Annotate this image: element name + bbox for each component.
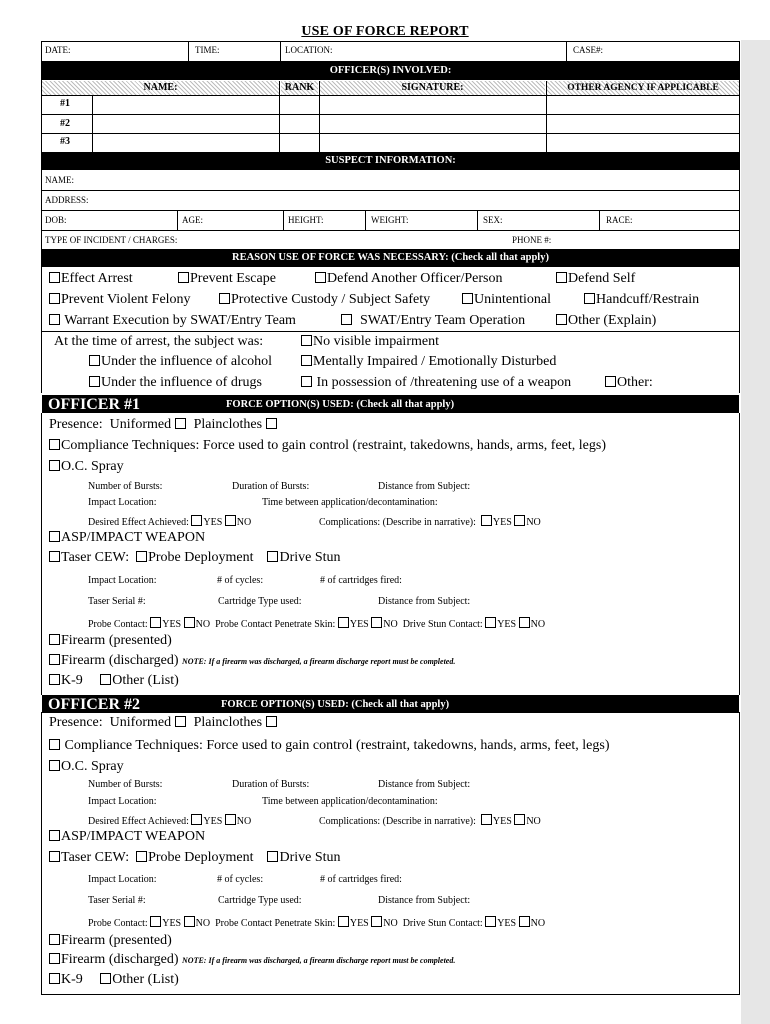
checkbox-icon bbox=[49, 460, 60, 471]
location-field-label[interactable]: LOCATION: bbox=[285, 45, 333, 55]
chk-no-impairment[interactable]: No visible impairment bbox=[301, 335, 439, 349]
checkbox-icon[interactable] bbox=[267, 851, 278, 862]
checkbox-icon bbox=[341, 314, 352, 325]
chk-defend-self[interactable]: Defend Self bbox=[556, 272, 635, 286]
chk-mental[interactable]: Mentally Impaired / Emotionally Disturbed bbox=[301, 355, 556, 369]
checkbox-icon bbox=[49, 739, 60, 750]
form-right-border bbox=[739, 41, 740, 393]
form-left-border-officer1 bbox=[41, 413, 42, 695]
checkbox-icon bbox=[301, 335, 312, 346]
checkbox-icon bbox=[89, 376, 100, 387]
checkbox-icon[interactable] bbox=[481, 814, 492, 825]
col-rule bbox=[365, 210, 366, 230]
checkbox-icon bbox=[301, 355, 312, 366]
officer1-impact2-label[interactable]: Impact Location: bbox=[88, 575, 157, 586]
col-agency-header: OTHER AGENCY IF APPLICABLE bbox=[547, 81, 739, 95]
chk-handcuff[interactable]: Handcuff/Restrain bbox=[584, 293, 699, 307]
checkbox-icon[interactable] bbox=[485, 617, 496, 628]
officer-row-3: #3 bbox=[60, 136, 70, 147]
suspect-dob-label[interactable]: DOB: bbox=[45, 215, 67, 225]
officer1-force-heading: FORCE OPTION(S) USED: (Check all that apply) bbox=[226, 399, 455, 410]
officer2-heading-bar bbox=[42, 695, 739, 713]
checkbox-icon[interactable] bbox=[371, 617, 382, 628]
checkbox-icon[interactable] bbox=[49, 551, 60, 562]
col-rule bbox=[92, 95, 93, 152]
officer1-cycles-label[interactable]: # of cycles: bbox=[217, 575, 264, 586]
officer2-complications: Complications: (Describe in narrative): YES NO bbox=[319, 816, 541, 827]
checkbox-icon bbox=[49, 439, 60, 450]
checkbox-icon[interactable] bbox=[175, 418, 186, 429]
col-rule bbox=[319, 81, 320, 152]
chk-other-explain[interactable]: Other (Explain) bbox=[556, 314, 656, 328]
time-field-label[interactable]: TIME: bbox=[195, 45, 220, 55]
checkbox-icon bbox=[462, 293, 473, 304]
officer1-bursts-label[interactable]: Number of Bursts: bbox=[88, 481, 163, 492]
officer-row-2: #2 bbox=[60, 118, 70, 129]
officer1-presence: Presence: Uniformed Plainclothes bbox=[49, 418, 278, 432]
officer2-chk-compliance[interactable]: Compliance Techniques: Force used to gain control (restraint, takedowns, hands, arms, feet, legs) bbox=[49, 739, 610, 753]
officer1-label: OFFICER #1 bbox=[48, 396, 140, 413]
chk-prevent-escape[interactable]: Prevent Escape bbox=[178, 272, 276, 286]
officer1-impact-label[interactable]: Impact Location: bbox=[88, 497, 157, 508]
col-signature-header: SIGNATURE: bbox=[320, 81, 545, 95]
chk-warrant-swat[interactable]: Warrant Execution by SWAT/Entry Team bbox=[49, 314, 296, 328]
checkbox-icon bbox=[49, 654, 60, 665]
checkbox-icon[interactable] bbox=[485, 916, 496, 927]
checkbox-icon bbox=[49, 953, 60, 964]
checkbox-icon[interactable] bbox=[225, 814, 236, 825]
officer2-duration-label[interactable]: Duration of Bursts: bbox=[232, 779, 310, 790]
officer-row-1: #1 bbox=[60, 98, 70, 109]
row-rule bbox=[41, 230, 740, 231]
checkbox-icon[interactable] bbox=[150, 617, 161, 628]
checkbox-icon bbox=[605, 376, 616, 387]
checkbox-icon bbox=[89, 355, 100, 366]
col-rank-header: RANK bbox=[281, 81, 318, 95]
officer1-desired-effect: Desired Effect Achieved: YES NO bbox=[88, 517, 252, 528]
checkbox-icon bbox=[584, 293, 595, 304]
col-rule bbox=[546, 81, 547, 152]
checkbox-icon[interactable] bbox=[184, 916, 195, 927]
checkbox-icon[interactable] bbox=[184, 617, 195, 628]
form-bottom-rule bbox=[41, 994, 740, 995]
checkbox-icon[interactable] bbox=[49, 973, 60, 984]
checkbox-icon[interactable] bbox=[191, 814, 202, 825]
officer1-heading-bar bbox=[42, 395, 739, 413]
checkbox-icon[interactable] bbox=[175, 716, 186, 727]
officer2-chk-asp[interactable]: ASP/IMPACT WEAPON bbox=[49, 830, 205, 844]
officer1-time-between-label[interactable]: Time between application/decontamination: bbox=[262, 497, 438, 508]
officer1-taser: Taser CEW: Probe Deployment Drive Stun bbox=[49, 551, 341, 565]
officer2-force-heading: FORCE OPTION(S) USED: (Check all that apply) bbox=[221, 699, 450, 710]
report-title: USE OF FORCE REPORT bbox=[301, 24, 469, 39]
officer1-k9-other: K-9 Other (List) bbox=[49, 674, 179, 688]
officers-involved-heading: OFFICER(S) INVOLVED: bbox=[42, 61, 739, 80]
checkbox-icon[interactable] bbox=[150, 916, 161, 927]
suspect-race-label[interactable]: RACE: bbox=[606, 215, 633, 225]
checkbox-icon[interactable] bbox=[266, 418, 277, 429]
checkbox-icon[interactable] bbox=[191, 515, 202, 526]
checkbox-icon bbox=[219, 293, 230, 304]
officer2-distance-label[interactable]: Distance from Subject: bbox=[378, 779, 471, 790]
officer2-desired-effect: Desired Effect Achieved: YES NO bbox=[88, 816, 252, 827]
checkbox-icon[interactable] bbox=[519, 617, 530, 628]
suspect-age-label[interactable]: AGE: bbox=[182, 215, 203, 225]
suspect-name-label[interactable]: NAME: bbox=[45, 175, 74, 185]
officer2-discharge-note: NOTE: If a firearm was discharged, a firearm discharge report must be completed. bbox=[182, 956, 456, 965]
officer2-chk-fire-presented[interactable]: Firearm (presented) bbox=[49, 934, 172, 948]
suspect-sex-label[interactable]: SEX: bbox=[483, 215, 503, 225]
col-name-header: NAME: bbox=[42, 81, 279, 95]
chk-weapon[interactable]: In possession of /threatening use of a weapon bbox=[301, 376, 571, 390]
row-rule bbox=[41, 210, 740, 211]
header-divider bbox=[188, 41, 189, 61]
officer2-k9-other: K-9 Other (List) bbox=[49, 973, 179, 987]
officer2-bursts-label[interactable]: Number of Bursts: bbox=[88, 779, 163, 790]
checkbox-icon[interactable] bbox=[519, 916, 530, 927]
officer1-duration-label[interactable]: Duration of Bursts: bbox=[232, 481, 310, 492]
checkbox-icon bbox=[315, 272, 326, 283]
suspect-info-heading: SUSPECT INFORMATION: bbox=[42, 152, 739, 170]
officer1-contacts: Probe Contact: YES NO Probe Contact Penetrate Skin: YES NO Drive Stun Contact: YES NO bbox=[88, 619, 546, 630]
checkbox-icon bbox=[49, 314, 60, 325]
col-rule bbox=[279, 81, 280, 152]
officer1-chk-compliance[interactable]: Compliance Techniques: Force used to gain control (restraint, takedowns, hands, arms, feet, legs) bbox=[49, 439, 606, 453]
chk-drugs[interactable]: Under the influence of drugs bbox=[89, 376, 262, 390]
checkbox-icon[interactable] bbox=[49, 851, 60, 862]
checkbox-icon[interactable] bbox=[136, 851, 147, 862]
officer1-chk-fire-presented[interactable]: Firearm (presented) bbox=[49, 634, 172, 648]
date-field-label[interactable]: DATE: bbox=[45, 45, 71, 55]
col-rule bbox=[599, 210, 600, 230]
row-rule bbox=[41, 331, 740, 332]
officer1-distance-label[interactable]: Distance from Subject: bbox=[378, 481, 471, 492]
checkbox-icon[interactable] bbox=[338, 916, 349, 927]
checkbox-icon[interactable] bbox=[225, 515, 236, 526]
officer2-cycles-label[interactable]: # of cycles: bbox=[217, 874, 264, 885]
incident-charges-label[interactable]: TYPE OF INCIDENT / CHARGES: bbox=[45, 235, 178, 245]
officer2-contacts: Probe Contact: YES NO Probe Contact Penetrate Skin: YES NO Drive Stun Contact: YES NO bbox=[88, 918, 546, 929]
chk-prevent-felony[interactable]: Prevent Violent Felony bbox=[49, 293, 191, 307]
chk-defend-other[interactable]: Defend Another Officer/Person bbox=[315, 272, 502, 286]
checkbox-icon[interactable] bbox=[49, 674, 60, 685]
checkbox-icon[interactable] bbox=[338, 617, 349, 628]
officer1-chk-fire-discharged[interactable]: Firearm (discharged) NOTE: If a firearm was discharged, a firearm discharge report must be completed. bbox=[49, 654, 455, 668]
chk-swat-operation[interactable]: SWAT/Entry Team Operation bbox=[341, 314, 525, 328]
col-rule bbox=[177, 210, 178, 230]
officer2-label: OFFICER #2 bbox=[48, 696, 140, 713]
officer2-cartridge-type-label[interactable]: Cartridge Type used: bbox=[218, 895, 302, 906]
officer1-serial-label[interactable]: Taser Serial #: bbox=[88, 596, 146, 607]
officer1-chk-asp[interactable]: ASP/IMPACT WEAPON bbox=[49, 531, 205, 545]
officer1-complications: Complications: (Describe in narrative): YES NO bbox=[319, 517, 541, 528]
checkbox-icon bbox=[49, 760, 60, 771]
officer1-cartridge-type-label[interactable]: Cartridge Type used: bbox=[218, 596, 302, 607]
officer2-impact2-label[interactable]: Impact Location: bbox=[88, 874, 157, 885]
form-right-border-officer1 bbox=[739, 413, 740, 695]
arrest-lead-text: At the time of arrest, the subject was: bbox=[54, 334, 264, 349]
form-left-border-officer2 bbox=[41, 712, 42, 994]
officer2-taser: Taser CEW: Probe Deployment Drive Stun bbox=[49, 851, 341, 865]
row-rule bbox=[41, 114, 740, 115]
chk-effect-arrest[interactable]: Effect Arrest bbox=[49, 272, 133, 286]
officer2-presence: Presence: Uniformed Plainclothes bbox=[49, 716, 278, 730]
row-rule bbox=[41, 133, 740, 134]
checkbox-icon bbox=[49, 830, 60, 841]
officer2-distance2-label[interactable]: Distance from Subject: bbox=[378, 895, 471, 906]
checkbox-icon[interactable] bbox=[136, 551, 147, 562]
suspect-height-label[interactable]: HEIGHT: bbox=[288, 215, 324, 225]
reason-heading: REASON USE OF FORCE WAS NECESSARY: (Check all that apply) bbox=[42, 249, 739, 267]
form-right-border-officer2 bbox=[739, 712, 740, 994]
row-rule bbox=[41, 95, 740, 96]
checkbox-icon[interactable] bbox=[267, 551, 278, 562]
col-rule bbox=[477, 210, 478, 230]
officer2-impact-label[interactable]: Impact Location: bbox=[88, 796, 157, 807]
checkbox-icon[interactable] bbox=[514, 814, 525, 825]
officer2-time-between-label[interactable]: Time between application/decontamination: bbox=[262, 796, 438, 807]
officer1-discharge-note: NOTE: If a firearm was discharged, a firearm discharge report must be completed. bbox=[182, 657, 456, 666]
officer1-cartridges-label[interactable]: # of cartridges fired: bbox=[320, 575, 402, 586]
suspect-weight-label[interactable]: WEIGHT: bbox=[371, 215, 409, 225]
chk-arrest-other[interactable]: Other: bbox=[605, 376, 653, 390]
officer2-chk-fire-discharged[interactable]: Firearm (discharged) NOTE: If a firearm was discharged, a firearm discharge report must be completed. bbox=[49, 953, 455, 967]
officer2-chk-oc-spray[interactable]: O.C. Spray bbox=[49, 760, 124, 774]
row-rule bbox=[41, 190, 740, 191]
checkbox-icon bbox=[49, 293, 60, 304]
checkbox-icon bbox=[49, 531, 60, 542]
right-scroll-margin bbox=[741, 40, 770, 1024]
checkbox-icon bbox=[178, 272, 189, 283]
checkbox-icon[interactable] bbox=[514, 515, 525, 526]
header-divider bbox=[280, 41, 281, 61]
officer2-serial-label[interactable]: Taser Serial #: bbox=[88, 895, 146, 906]
officer2-cartridges-label[interactable]: # of cartridges fired: bbox=[320, 874, 402, 885]
checkbox-icon[interactable] bbox=[266, 716, 277, 727]
header-divider bbox=[566, 41, 567, 61]
checkbox-icon bbox=[49, 272, 60, 283]
checkbox-icon bbox=[556, 314, 567, 325]
suspect-address-label[interactable]: ADDRESS: bbox=[45, 195, 89, 205]
chk-protective-custody[interactable]: Protective Custody / Subject Safety bbox=[219, 293, 430, 307]
checkbox-icon[interactable] bbox=[100, 674, 111, 685]
chk-alcohol[interactable]: Under the influence of alcohol bbox=[89, 355, 272, 369]
checkbox-icon[interactable] bbox=[371, 916, 382, 927]
col-rule bbox=[283, 210, 284, 230]
checkbox-icon[interactable] bbox=[481, 515, 492, 526]
header-top-rule bbox=[41, 41, 740, 42]
checkbox-icon bbox=[49, 934, 60, 945]
chk-unintentional[interactable]: Unintentional bbox=[462, 293, 551, 307]
officer1-distance2-label[interactable]: Distance from Subject: bbox=[378, 596, 471, 607]
checkbox-icon bbox=[49, 634, 60, 645]
checkbox-icon bbox=[301, 376, 312, 387]
case-field-label[interactable]: CASE#: bbox=[573, 45, 604, 55]
officer1-chk-oc-spray[interactable]: O.C. Spray bbox=[49, 460, 124, 474]
checkbox-icon bbox=[556, 272, 567, 283]
phone-label[interactable]: PHONE #: bbox=[512, 235, 552, 245]
checkbox-icon[interactable] bbox=[100, 973, 111, 984]
